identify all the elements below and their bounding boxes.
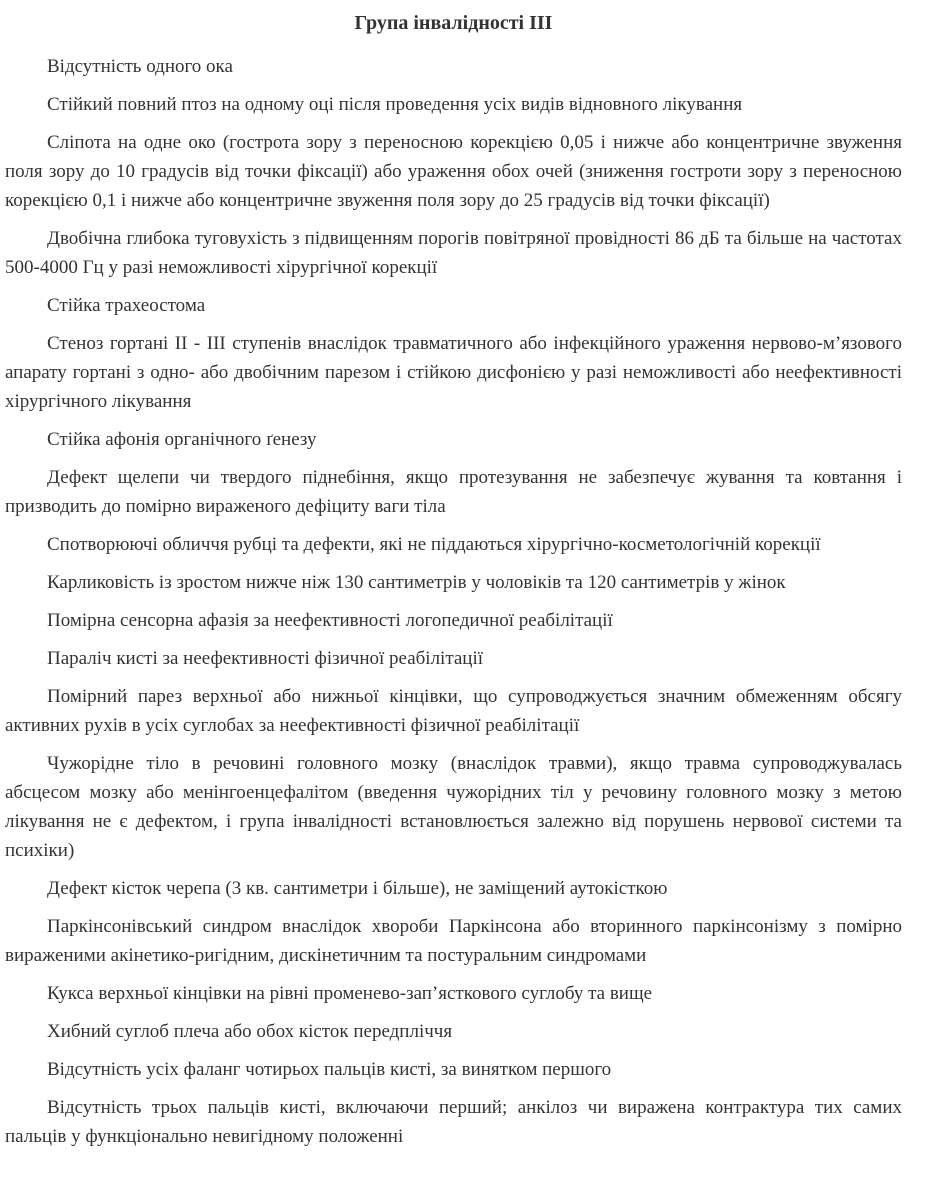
paragraph: Дефект кісток черепа (3 кв. сантиметри і більше), не заміщений аутокісткою: [47, 878, 668, 899]
paragraph: Відсутність усіх фаланг чотирьох пальців кисті, за винятком першого: [47, 1059, 612, 1080]
paragraph: Спотворюючі обличчя рубці та дефекти, які не піддаються хірургічно-косметологічній корекції: [47, 534, 821, 555]
paragraph: Параліч кисті за неефективності фізичної реабілітації: [47, 648, 484, 669]
paragraph: Помірна сенсорна афазія за неефективності логопедичної реабілітації: [47, 610, 613, 631]
paragraph: Відсутність трьох пальців кисті, включаючи перший; анкілоз чи виражена контрактура тих самих пальців у функціонально невигідному положенні: [5, 1097, 902, 1147]
page-title: Група інвалідності III: [354, 12, 553, 34]
paragraph: Стійкий повний птоз на одному оці після проведення усіх видів відновного лікування: [47, 94, 743, 115]
paragraph: Стійка трахеостома: [47, 295, 206, 316]
paragraph: Помірний парез верхньої або нижньої кінцівки, що супроводжується значним обмеженням обсягу активних рухів в усіх суглобах за неефективності фізичної реабілітації: [5, 686, 902, 736]
paragraph: Дефект щелепи чи твердого піднебіння, якщо протезування не забезпечує жування та ковтання і призводить до помірно вираженого дефіциту ваги тіла: [5, 467, 902, 517]
paragraph: Кукса верхньої кінцівки на рівні променево-зап’ясткового суглобу та вище: [47, 983, 653, 1004]
paragraph: Паркінсонівський синдром внаслідок хвороби Паркінсона або вторинного паркінсонізму з помірно вираженими акінетико-ригідним, дискінетичним та постуральним синдромами: [5, 916, 902, 966]
paragraph: Карликовість із зростом нижче ніж 130 сантиметрів у чоловіків та 120 сантиметрів у жінок: [47, 572, 786, 593]
paragraph: Чужорідне тіло в речовині головного мозку (внаслідок травми), якщо травма супроводжувалась абсцесом мозку або менінгоенцефалітом (введення чужорідних тіл у речовину головного мозку з метою лікування не є дефектом, і група інвалідності встановлюється залежно від порушень нервової системи та психіки): [5, 753, 902, 861]
paragraph: Сліпота на одне око (гострота зору з переносною корекцією 0,05 і нижче або концентричне звуження поля зору до 10 градусів від точки фіксації) або ураження обох очей (зниження гостроти зору з переносною корекцією 0,1 і нижче або концентричне звуження поля зору до 25 градусів від точки фіксації): [5, 132, 902, 211]
paragraph: Хибний суглоб плеча або обох кісток передпліччя: [47, 1021, 453, 1042]
paragraph: Стеноз гортані II - III ступенів внаслідок травматичного або інфекційного ураження нервово-м’язового апарату гортані з одно- або двобічним парезом і стійкою дисфонією у разі неможливості або неефективності хірургічного лікування: [5, 333, 902, 412]
paragraph: Відсутність одного ока: [47, 56, 233, 77]
paragraph: Двобічна глибока туговухість з підвищенням порогів повітряної провідності 86 дБ та більше на частотах 500-4000 Гц у разі неможливості хірургічної корекції: [5, 228, 902, 278]
paragraph: Стійка афонія органічного ґенезу: [47, 429, 317, 450]
